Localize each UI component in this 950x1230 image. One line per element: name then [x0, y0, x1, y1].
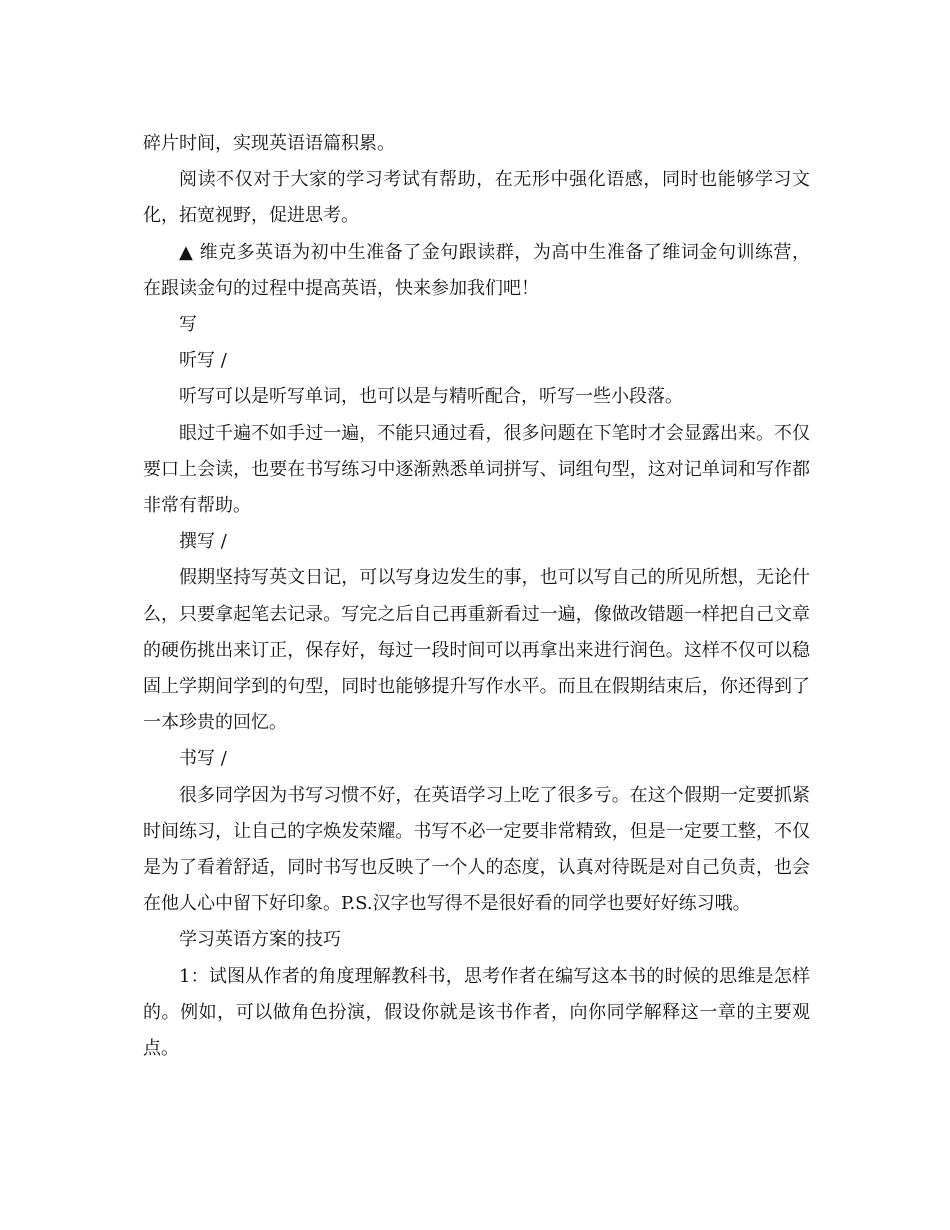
paragraph-6: 听写可以是听写单词，也可以是与精听配合，听写一些小段落。	[179, 386, 683, 408]
paragraph-2: 阅读不仅对于大家的学习考试有帮助，在无形中强化语感，同时也能够学习文化，拓宽视野，促进思考。	[143, 169, 810, 227]
subheading-composition: 撰写 /	[179, 531, 227, 553]
paragraph-9: 假期坚持写英文日记，可以写身边发生的事，也可以写自己的所见所想，无论什么，只要拿起笔去记录。写完之后自己再重新看过一遍，像做改错题一样把自己文章的硬伤挑出来订正，保存好，每过一段时间可以再拿出来进行润色。这样不仅可以稳固上学期间学到的句型，同时也能够提升写作水平。而且在假期结束后，你还得到了一本珍贵的回忆。	[143, 567, 810, 734]
paragraph-13: 1：试图从作者的角度理解教科书，思考作者在编写这本书的时候的思维是怎样的。例如，可以做角色扮演，假设你就是该书作者，向你同学解释这一章的主要观点。	[143, 965, 810, 1060]
section-heading-write: 写	[179, 314, 197, 336]
paragraph-1: 碎片时间，实现英语语篇积累。	[143, 133, 395, 154]
subheading-handwriting: 书写 /	[179, 748, 227, 770]
paragraph-7: 眼过千遍不如手过一遍，不能只通过看，很多问题在下笔时才会显露出来。不仅要口上会读，也要在书写练习中逐渐熟悉单词拼写、词组句型，这对记单词和写作都非常有帮助。	[143, 422, 810, 517]
paragraph-3: ▲ 维克多英语为初中生准备了金句跟读群，为高中生准备了维词金句训练营，在跟读金句的过程中提高英语，快来参加我们吧！	[143, 241, 810, 299]
paragraph-11: 很多同学因为书写习惯不好，在英语学习上吃了很多亏。在这个假期一定要抓紧时间练习，让自己的字焕发荣耀。书写不必一定要非常精致，但是一定要工整，不仅是为了看着舒适，同时书写也反映了一个人的态度，认真对待既是对自己负责，也会在他人心中留下好印象。P.S.汉字也写得不是很好看的同学也要好好练习哦。	[143, 784, 810, 915]
subheading-dictation: 听写 /	[179, 350, 227, 372]
section-heading-tips: 学习英语方案的技巧	[179, 929, 341, 951]
